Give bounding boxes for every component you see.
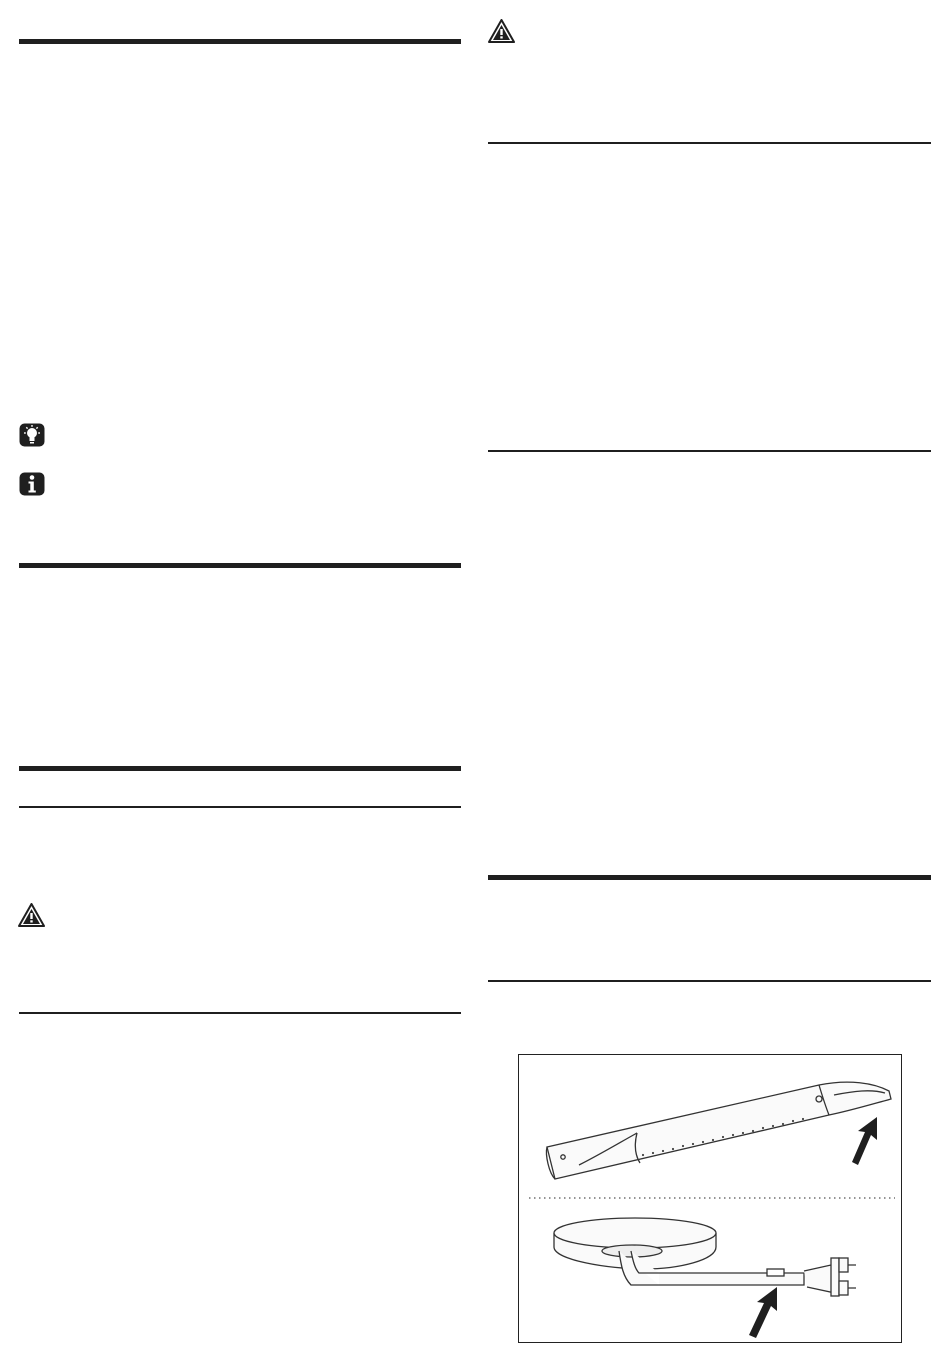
subsection-divider-4 xyxy=(488,450,931,452)
info-icon xyxy=(19,472,45,501)
subsection-divider-1 xyxy=(19,806,461,808)
arrow-icon xyxy=(749,1287,777,1338)
subsection-divider-5 xyxy=(488,980,931,982)
lightbulb-icon xyxy=(19,423,45,452)
burner-illustration xyxy=(518,1054,902,1343)
warning-triangle-icon xyxy=(488,19,515,48)
tube-burner xyxy=(546,1082,891,1179)
arrow-icon xyxy=(852,1117,877,1165)
section-divider-4 xyxy=(488,875,931,880)
section-divider-2 xyxy=(19,563,461,568)
subsection-divider-2 xyxy=(19,1012,461,1014)
warning-triangle-icon xyxy=(18,903,45,932)
subsection-divider-3 xyxy=(488,142,931,144)
section-divider-3 xyxy=(19,766,461,771)
round-burner xyxy=(554,1218,856,1296)
section-divider-1 xyxy=(19,39,461,44)
